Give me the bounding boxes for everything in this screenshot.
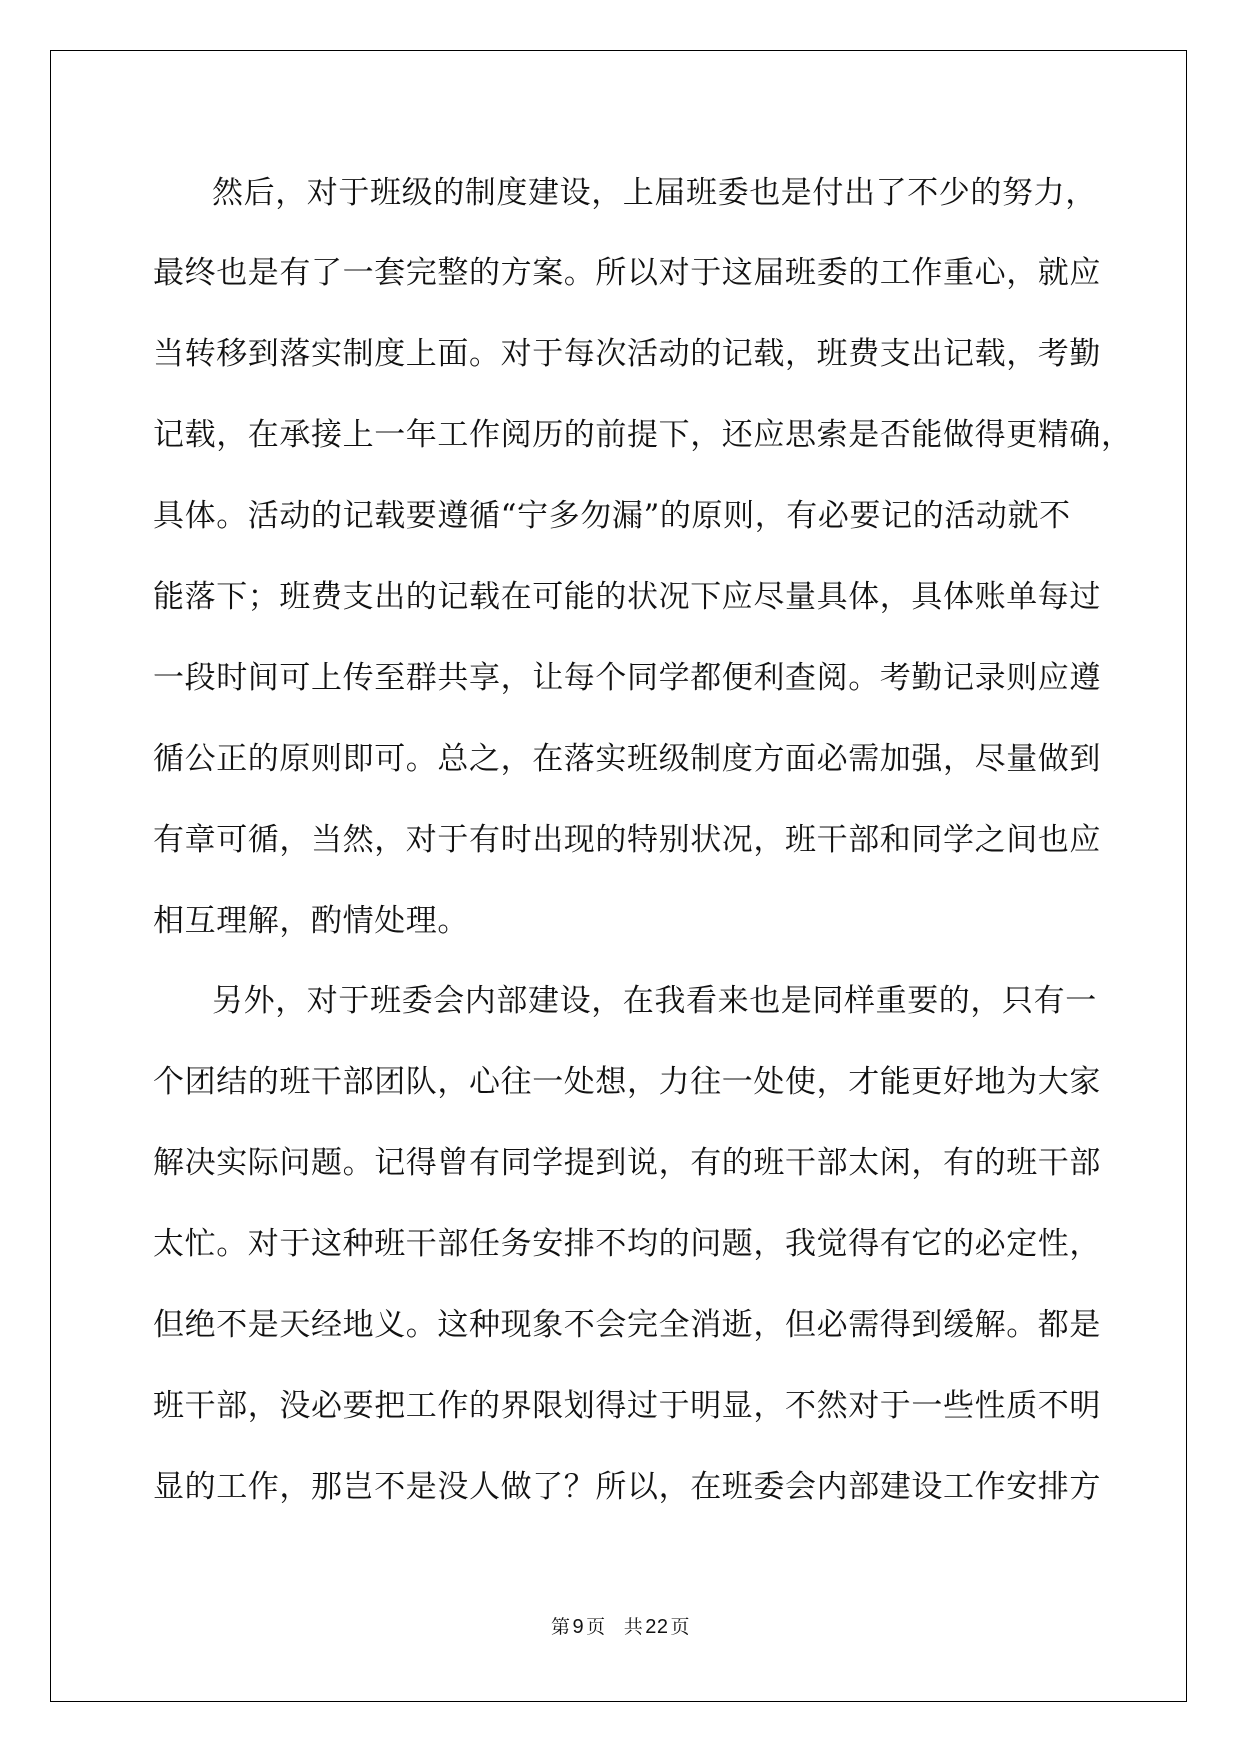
text-line: 最终也是有了一套完整的方案。所以对于这届班委的工作重心，就应 — [153, 255, 1101, 291]
total-suffix: 页 — [670, 1616, 690, 1638]
page-number: 9 — [572, 1616, 585, 1638]
text-line: 但绝不是天经地义。这种现象不会完全消逝，但必需得到缓解。都是 — [153, 1307, 1101, 1343]
text-line: 一段时间可上传至群共享，让每个同学都便利查阅。考勤记录则应遵 — [153, 660, 1101, 696]
text-line: 另外，对于班委会内部建设，在我看来也是同样重要的，只有一 — [212, 983, 1097, 1019]
page-suffix: 页 — [586, 1616, 606, 1638]
total-prefix: 共 — [623, 1616, 644, 1638]
text-line: 循公正的原则即可。总之，在落实班级制度方面必需加强，尽量做到 — [153, 741, 1101, 777]
total-pages: 22 — [645, 1616, 669, 1638]
text-line: 能落下；班费支出的记载在可能的状况下应尽量具体，具体账单每过 — [153, 579, 1101, 615]
text-line: 相互理解，酌情处理。 — [153, 903, 469, 939]
page-prefix: 第 — [551, 1616, 571, 1638]
text-line: 记载，在承接上一年工作阅历的前提下，还应思索是否能做得更精确， — [153, 417, 1133, 453]
text-line: 具体。活动的记载要遵循“宁多勿漏”的原则，有必要记的活动就不 — [153, 498, 1071, 534]
text-line: 解决实际问题。记得曾有同学提到说，有的班干部太闲，有的班干部 — [153, 1145, 1101, 1181]
text-line: 显的工作，那岂不是没人做了？所以，在班委会内部建设工作安排方 — [153, 1469, 1101, 1505]
text-line: 班干部，没必要把工作的界限划得过于明显，不然对于一些性质不明 — [153, 1388, 1101, 1424]
text-line: 然后，对于班级的制度建设，上届班委也是付出了不少的努力， — [212, 175, 1097, 211]
page-footer — [0, 1612, 1241, 1639]
page-border — [50, 50, 1187, 1702]
text-line: 太忙。对于这种班干部任务安排不均的问题，我觉得有它的必定性， — [153, 1226, 1101, 1262]
text-line: 当转移到落实制度上面。对于每次活动的记载，班费支出记载，考勤 — [153, 336, 1101, 372]
text-line: 个团结的班干部团队，心往一处想，力往一处使，才能更好地为大家 — [153, 1064, 1101, 1100]
text-line: 有章可循，当然，对于有时出现的特别状况，班干部和同学之间也应 — [153, 822, 1101, 858]
